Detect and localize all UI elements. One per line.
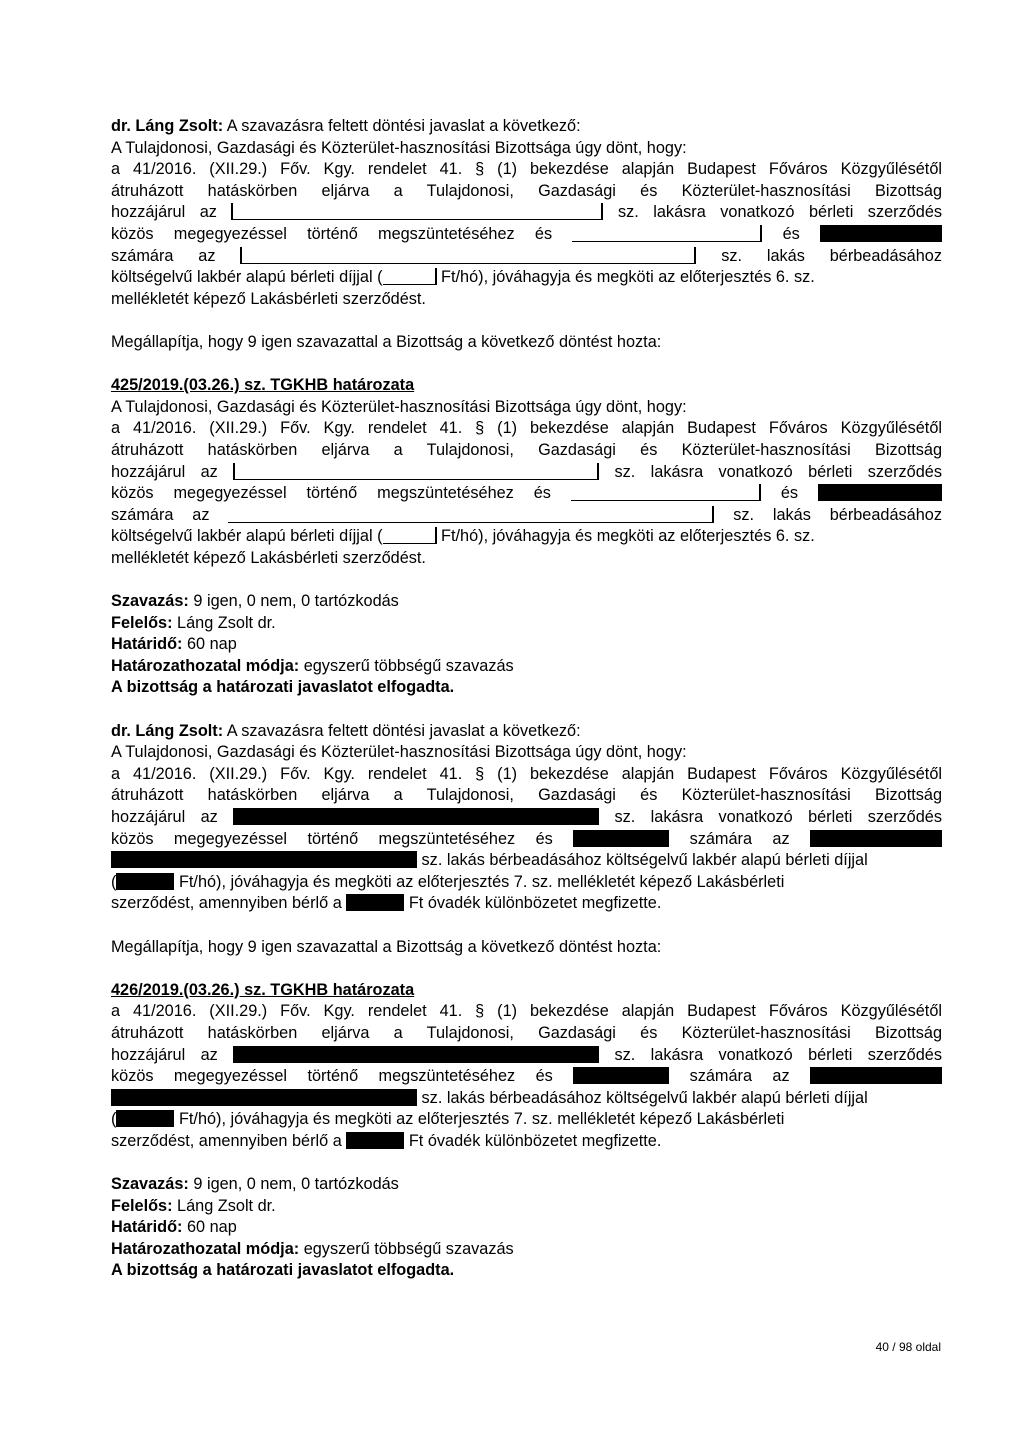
- redaction-block: [233, 808, 599, 825]
- regulation-line: a 41/2016. (XII.29.) Főv. Kgy. rendelet 41. § (1) bekezdése alapján Budapest Főváros Közgyűlésétől: [111, 160, 942, 179]
- redaction-block: [810, 830, 942, 847]
- for-line: számára az sz. lakás bérbeadásához: [111, 246, 942, 265]
- committee-decides: A Tulajdonosi, Gazdasági és Közterület-hasznosítási Bizottsága úgy dönt, hogy:: [111, 743, 687, 762]
- blank-field: [571, 484, 761, 501]
- blank-field: [383, 268, 437, 285]
- deadline-line: Határidő: 60 nap: [111, 635, 237, 654]
- method-line: Határozathozatal módja: egyszerű többségű szavazás: [111, 1239, 514, 1258]
- method-line: Határozathozatal módja: egyszerű többségű szavazás: [111, 656, 514, 675]
- apartment-line: sz. lakás bérbeadásához költségelvű lakbér alapú bérleti díjjal: [111, 1088, 942, 1110]
- blank-field: [572, 225, 762, 242]
- redaction-block: [346, 1132, 404, 1149]
- annex-line: mellékletét képező Lakásbérleti szerződést.: [111, 548, 426, 567]
- delegated-line: átruházott hatáskörben eljárva a Tulajdonosi, Gazdasági és Közterület-hasznosítási Bizottság: [111, 440, 942, 459]
- consent-line: hozzájárul az sz. lakásra vonatkozó bérleti szerződés: [111, 462, 942, 481]
- responsible-line: Felelős: Láng Zsolt dr.: [111, 613, 276, 632]
- deposit-line: szerződést, amennyiben bérlő a Ft óvadék különbözetet megfizette.: [111, 1131, 662, 1150]
- regulation-line: a 41/2016. (XII.29.) Főv. Kgy. rendelet 41. § (1) bekezdése alapján Budapest Főváros Közgyűlésétől: [111, 1002, 942, 1021]
- deposit-line: szerződést, amennyiben bérlő a Ft óvadék különbözetet megfizette.: [111, 894, 662, 913]
- rent-line: költségelvű lakbér alapú bérleti díjjal ( Ft/hó), jóváhagyja és megköti az előterjesztés 6. sz.: [111, 527, 815, 546]
- regulation-line: a 41/2016. (XII.29.) Főv. Kgy. rendelet 41. § (1) bekezdése alapján Budapest Főváros Közgyűlésétől: [111, 419, 942, 438]
- resolution-title: 425/2019.(03.26.) sz. TGKHB határozata: [111, 376, 415, 395]
- proposal-intro: dr. Láng Zsolt: A szavazásra feltett döntési javaslat a következő:: [111, 117, 581, 135]
- redaction-block: [116, 1110, 174, 1127]
- redaction-block: [111, 1089, 417, 1106]
- page-number: 40 / 98 oldal: [875, 1340, 941, 1354]
- blank-field: [228, 506, 714, 523]
- establishes-line: Megállapítja, hogy 9 igen szavazattal a Bizottság a következő döntést hozta:: [111, 937, 662, 956]
- resolution-title: 426/2019.(03.26.) sz. TGKHB határozata: [111, 980, 415, 999]
- deadline-line: Határidő: 60 nap: [111, 1218, 237, 1237]
- responsible-line: Felelős: Láng Zsolt dr.: [111, 1196, 276, 1215]
- blank-field: [240, 247, 696, 264]
- delegated-line: átruházott hatáskörben eljárva a Tulajdonosi, Gazdasági és Közterület-hasznosítási Bizottság: [111, 181, 942, 200]
- regulation-line: a 41/2016. (XII.29.) Főv. Kgy. rendelet 41. § (1) bekezdése alapján Budapest Főváros Közgyűlésétől: [111, 764, 942, 783]
- committee-decides: A Tulajdonosi, Gazdasági és Közterület-hasznosítási Bizottsága úgy dönt, hogy:: [111, 397, 687, 416]
- document-page: [111, 116, 942, 1282]
- accepted-line: A bizottság a határozati javaslatot elfogadta.: [111, 1261, 455, 1280]
- redaction-block: [573, 830, 669, 847]
- redaction-block: [573, 1067, 669, 1084]
- termination-line: közös megegyezéssel történő megszüntetéséhez és és: [111, 224, 942, 246]
- delegated-line: átruházott hatáskörben eljárva a Tulajdonosi, Gazdasági és Közterület-hasznosítási Bizottság: [111, 1023, 942, 1042]
- accepted-line: A bizottság a határozati javaslatot elfogadta.: [111, 678, 455, 697]
- committee-decides: A Tulajdonosi, Gazdasági és Közterület-hasznosítási Bizottsága úgy dönt, hogy:: [111, 138, 687, 157]
- consent-line: hozzájárul az sz. lakásra vonatkozó bérleti szerződés: [111, 1045, 942, 1064]
- redaction-block: [233, 1046, 599, 1063]
- termination-line: közös megegyezéssel történő megszüntetéséhez és számára az: [111, 1066, 942, 1088]
- rent-line: költségelvű lakbér alapú bérleti díjjal ( Ft/hó), jóváhagyja és megköti az előterjesztés 6. sz.: [111, 268, 815, 287]
- rent-line: ( Ft/hó), jóváhagyja és megköti az előterjesztés 7. sz. mellékletét képező Lakásbérleti: [111, 872, 785, 891]
- consent-line: hozzájárul az sz. lakásra vonatkozó bérleti szerződés: [111, 203, 943, 222]
- consent-line: hozzájárul az sz. lakásra vonatkozó bérleti szerződés: [111, 808, 942, 826]
- redaction-block: [116, 873, 174, 890]
- termination-line: közös megegyezéssel történő megszüntetéséhez és számára az: [111, 829, 942, 851]
- vote-line: Szavazás: 9 igen, 0 nem, 0 tartózkodás: [111, 1175, 399, 1194]
- blank-field: [383, 527, 437, 544]
- for-line: számára az sz. lakás bérbeadásához: [111, 505, 942, 524]
- delegated-line: átruházott hatáskörben eljárva a Tulajdonosi, Gazdasági és Közterület-hasznosítási Bizottság: [111, 786, 942, 805]
- termination-line: közös megegyezéssel történő megszüntetéséhez és és: [111, 483, 942, 505]
- proposal-intro: dr. Láng Zsolt: A szavazásra feltett döntési javaslat a következő:: [111, 721, 581, 740]
- redaction-block: [346, 894, 404, 911]
- blank-field: [233, 463, 599, 480]
- blank-field: [231, 203, 603, 220]
- establishes-line: Megállapítja, hogy 9 igen szavazattal a Bizottság a következő döntést hozta:: [111, 332, 662, 351]
- annex-line: mellékletét képező Lakásbérleti szerződést.: [111, 289, 426, 308]
- redaction-block: [820, 225, 942, 242]
- speaker-name: dr. Láng Zsolt:: [111, 117, 224, 135]
- apartment-line: sz. lakás bérbeadásához költségelvű lakbér alapú bérleti díjjal: [111, 850, 942, 872]
- redaction-block: [111, 851, 417, 868]
- redaction-block: [810, 1067, 942, 1084]
- redaction-block: [818, 484, 942, 501]
- vote-line: Szavazás: 9 igen, 0 nem, 0 tartózkodás: [111, 592, 399, 611]
- rent-line: ( Ft/hó), jóváhagyja és megköti az előterjesztés 7. sz. mellékletét képező Lakásbérleti: [111, 1110, 785, 1129]
